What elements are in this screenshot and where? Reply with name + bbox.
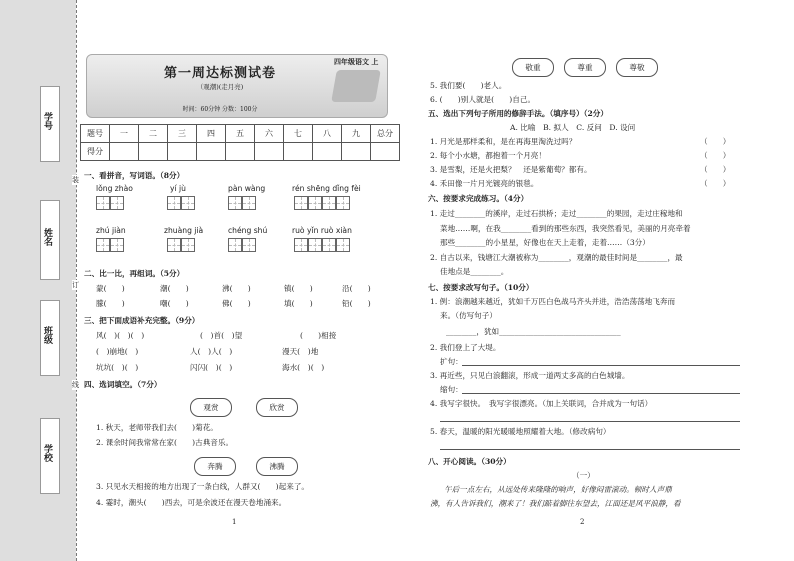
student-number-box[interactable] [40,86,60,162]
score-cell[interactable] [284,143,313,161]
score-cell[interactable] [226,143,255,161]
pinyin: zhuàng jià [164,226,204,235]
writing-grid[interactable] [228,196,256,210]
writing-grid[interactable] [96,196,124,210]
score-cell[interactable] [371,143,400,161]
score-cell[interactable] [110,143,139,161]
answer-paren[interactable]: （ ） [700,151,731,160]
question: 6. ( )别人就是( )自己。 [430,95,536,104]
compare-item: 镇( ) [284,284,313,293]
rewrite-text: ________，犹如________________________________ [446,327,621,336]
question: 1. 秋天，老师带我们去( )菊花。 [96,423,218,432]
question: 2. 课余时间我常常在家( )古典音乐。 [96,438,234,447]
pinyin: ruò yǐn ruò xiàn [292,226,352,235]
question: 4. 禾田像一片月光镀亮的银毯。 [430,179,539,188]
section-4-title: 四、选词填空。（7分） [84,380,162,389]
page-number: 2 [580,518,585,526]
score-cell[interactable] [313,143,342,161]
score-head: 三 [168,125,197,143]
compare-item: 佛( ) [222,299,251,308]
question: 5. 我们要( )老人。 [430,81,507,90]
idiom: ( )崩地( ) [96,347,139,356]
word-cloud: 沸腾 [256,457,298,476]
answer-line[interactable] [440,412,740,422]
word-cloud: 观赏 [190,398,232,417]
answer-line[interactable] [440,440,740,450]
word-cloud: 奔腾 [194,457,236,476]
rewrite-text: 2. 我们登上了大堤。 [430,343,501,352]
rewrite-text: 3. 再近些，只见白浪翻滚，形成一道两丈多高的白色城墙。 [430,371,630,380]
writing-grid[interactable] [96,238,124,252]
idiom: ( )相接 [300,331,337,340]
idiom: 风( )( )( ) [96,331,145,340]
rewrite-label: 缩句： [440,385,463,394]
word-cloud: 尊重 [564,58,606,77]
school-box[interactable] [40,418,60,494]
grade-label: 四年级语文 上 [334,57,379,66]
name-label: 姓名 [42,228,52,246]
section-3-title: 三、把下面成语补充完整。（9分） [84,316,200,325]
answer-paren[interactable]: （ ） [700,137,731,146]
reading-text: 午后一点左右，从远处传来隆隆的响声，好像闷雷滚动。顿时人声鼎 [444,485,672,494]
school-label: 学校 [42,444,52,462]
idiom: 闪闪( )( ) [190,363,233,372]
page-subtitle: （观潮)(走月亮) [196,83,244,91]
answer-line[interactable] [462,384,740,394]
name-box[interactable] [40,200,60,280]
word-cloud: 敬重 [512,58,554,77]
compare-item: 潮( ) [160,284,189,293]
rewrite-text: 1. 例：浪潮越来越近，犹如千万匹白色战马齐头并进，浩浩荡荡地飞奔而 [430,297,676,306]
student-number-label: 学号 [42,112,52,130]
score-head: 总分 [371,125,400,143]
score-cell[interactable] [139,143,168,161]
word-cloud: 欣赏 [256,398,298,417]
book-illustration-icon [331,70,381,102]
idiom: ( )首( )望 [200,331,243,340]
question: 2. 每个小水塘，都抱着一个月亮！ [430,151,546,160]
rhetoric-options: A. 比喻 B. 拟人 C. 反问 D. 设问 [510,123,636,132]
section-8-title: 八、开心阅读。（30分） [428,457,511,466]
answer-paren[interactable]: （ ） [700,165,731,174]
score-head: 六 [255,125,284,143]
word-cloud: 尊敬 [616,58,658,77]
cut-label-3: 线 [72,381,79,389]
pinyin: pàn wàng [228,184,266,193]
fill-text: 那些________的小星星，好像也在天上走着，走着……（3分） [440,238,650,247]
question: 3. 是雪梨，还是火把梨？ 还是紫葡萄？都有。 [430,165,592,174]
pinyin: rén shēng dǐng fèi [292,184,361,193]
binding-strip [0,0,76,561]
score-head: 七 [284,125,313,143]
compare-item: 朦( ) [96,299,125,308]
pinyin: chéng shú [228,226,268,235]
idiom: 人( )人( ) [190,347,233,356]
score-row-label: 得分 [81,143,110,161]
score-head: 二 [139,125,168,143]
fill-text: 2. 自古以来，钱塘江大潮被称为________，观潮的最佳时间是________，最 [430,253,683,262]
exam-meta: 时间：60分钟 分数：100分 [182,106,258,113]
page-title: 第一周达标测试卷 [163,66,276,81]
class-label: 班级 [42,326,52,344]
rewrite-label: 扩句： [440,357,463,366]
writing-grid[interactable] [294,196,350,210]
question: 1. 月光是那样柔和，是在再海里淘洗过吗？ [430,137,577,146]
answer-paren[interactable]: （ ） [700,179,731,188]
score-cell[interactable] [255,143,284,161]
fill-text: 佳地点是________。 [440,267,509,276]
rewrite-text: 5. 春天，温暖的阳光暖暖地照耀着大地。（修改病句） [430,427,611,436]
score-head: 一 [110,125,139,143]
compare-item: 填( ) [284,299,313,308]
class-box[interactable] [40,300,60,376]
reading-text: 沸，有人告诉我们，潮来了！我们踮着脚往东望去，江面还是风平浪静，看 [430,499,681,508]
score-head: 八 [313,125,342,143]
score-head: 题号 [81,125,110,143]
pinyin: lǒng zhào [96,184,133,193]
section-7-title: 七、按要求改写句子。（10分） [428,283,534,292]
section-2-title: 二、比一比，再组词。（5分） [84,269,185,278]
idiom: 坑坑( )( ) [96,363,139,372]
idiom: 漫天( )地 [282,347,319,356]
section-1-title: 一、看拼音，写词语。（8分） [84,171,185,180]
writing-grid[interactable] [167,196,195,210]
score-cell[interactable] [342,143,371,161]
fill-text: 菜地……啊，在我________看到的那些东西，我突然看见，美丽的月亮牵着 [440,224,691,233]
score-head: 九 [342,125,371,143]
question: 4. 霎时，潮头( )西去，可是余波还在漫天卷地涌来。 [96,498,287,507]
score-head: 四 [197,125,226,143]
rewrite-text: 4. 我写字很快。 我写字很漂亮。（加上关联词，合并成为一句话） [430,399,653,408]
writing-grid[interactable] [294,238,350,252]
reading-heading: （一） [572,471,595,480]
section-6-title: 六、按要求完成练习。（4分） [428,194,529,203]
page-number: 1 [232,518,237,526]
cut-label-1: 装 [72,176,79,184]
rewrite-text: 来。（仿写句子） [440,311,497,320]
writing-grid[interactable] [167,238,195,252]
compare-item: 沿( ) [342,284,371,293]
compare-item: 嘲( ) [160,299,189,308]
writing-grid[interactable] [228,238,256,252]
compare-item: 铅( ) [342,299,371,308]
idiom: 海水( )( ) [282,363,325,372]
fill-text: 1. 走过________的溪岸，走过石拱桥；走过________的果园，走过庄稼地和 [430,209,683,218]
section-5-title: 五、选出下列句子所用的修辞手法。（填序号）（2分） [428,109,608,118]
compare-item: 蒙( ) [96,284,125,293]
compare-item: 沸( ) [222,284,251,293]
score-head: 五 [226,125,255,143]
question: 3. 只见水天相接的地方出现了一条白线，人群又( )起来了。 [96,482,310,491]
answer-line[interactable] [462,356,740,366]
score-cell[interactable] [168,143,197,161]
pinyin: zhú jiàn [96,226,126,235]
score-table [80,124,400,161]
score-cell[interactable] [197,143,226,161]
cut-label-2: 订 [72,281,79,289]
pinyin: yí jù [170,184,186,193]
